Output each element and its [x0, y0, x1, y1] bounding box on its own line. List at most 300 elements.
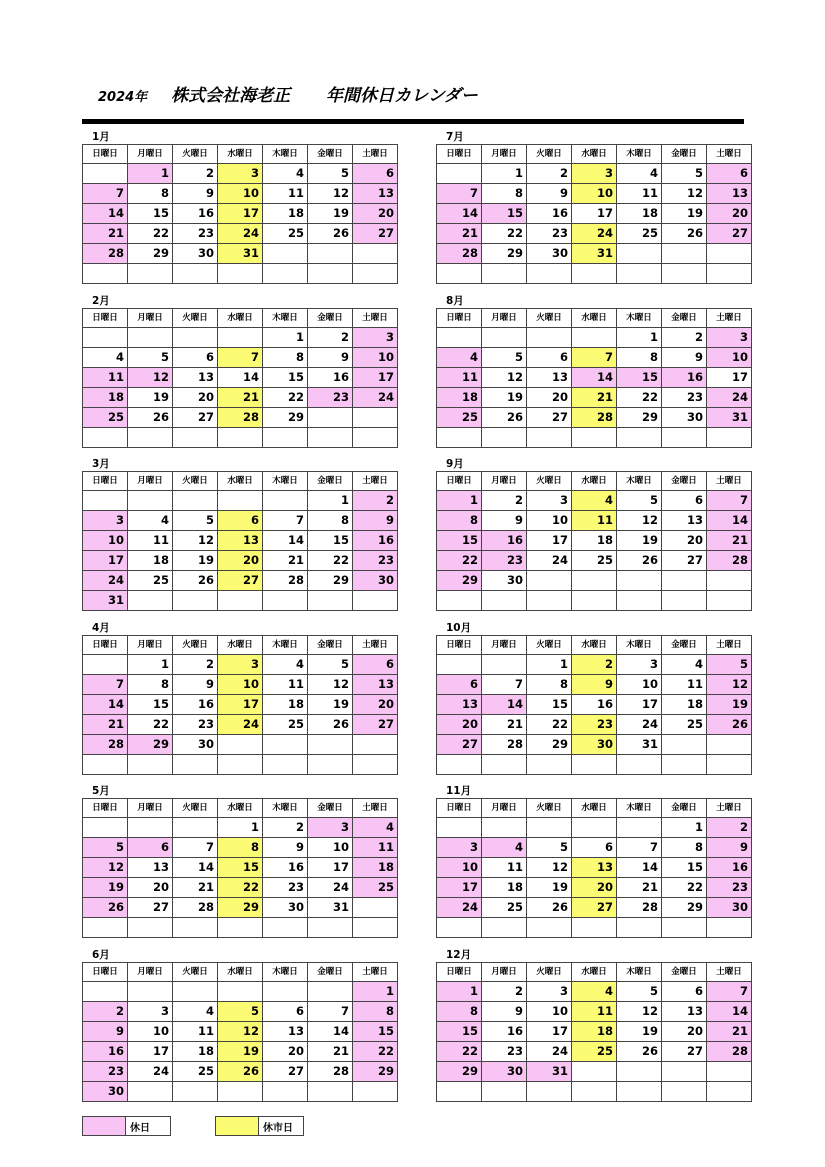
day-cell: 17 — [83, 551, 128, 571]
day-cell: 30 — [482, 571, 527, 591]
day-cell: 11 — [263, 674, 308, 694]
day-cell: 18 — [173, 1041, 218, 1061]
empty-cell — [707, 918, 752, 938]
week-row — [437, 734, 752, 754]
day-cell: 16 — [482, 1021, 527, 1041]
weekday-header: 水曜日 — [218, 308, 263, 327]
empty-cell — [83, 918, 128, 938]
day-cell: 21 — [83, 714, 128, 734]
day-cell: 22 — [353, 1041, 398, 1061]
day-cell: 18 — [263, 694, 308, 714]
week-row — [437, 347, 752, 367]
empty-cell — [572, 754, 617, 774]
empty-cell — [308, 591, 353, 611]
day-cell: 9 — [353, 511, 398, 531]
month-label: 10月 — [446, 621, 472, 634]
weekday-header: 日曜日 — [83, 472, 128, 491]
month-label: 2月 — [92, 294, 110, 307]
empty-cell — [173, 327, 218, 347]
weekday-header: 日曜日 — [437, 799, 482, 818]
day-cell: 13 — [218, 531, 263, 551]
empty-cell — [707, 264, 752, 284]
legend-holiday-swatch — [83, 1117, 126, 1135]
empty-cell — [173, 818, 218, 838]
day-cell: 3 — [353, 327, 398, 347]
day-cell: 2 — [527, 164, 572, 184]
day-cell: 10 — [218, 674, 263, 694]
day-cell: 24 — [617, 714, 662, 734]
day-cell: 18 — [263, 204, 308, 224]
day-cell: 3 — [218, 164, 263, 184]
empty-cell — [527, 264, 572, 284]
weekday-header: 月曜日 — [482, 635, 527, 654]
week-row — [437, 1021, 752, 1041]
day-cell: 2 — [308, 327, 353, 347]
empty-cell — [128, 264, 173, 284]
weekday-header-row — [437, 472, 752, 491]
day-cell: 31 — [707, 407, 752, 427]
week-row — [83, 1041, 398, 1061]
empty-cell — [83, 818, 128, 838]
day-cell: 6 — [662, 981, 707, 1001]
day-cell: 14 — [263, 531, 308, 551]
empty-cell — [218, 327, 263, 347]
weekday-header-row — [83, 308, 398, 327]
month-label: 3月 — [92, 458, 110, 470]
empty-cell — [218, 918, 263, 938]
day-cell: 7 — [308, 1001, 353, 1021]
month-table — [436, 635, 752, 775]
week-row — [437, 164, 752, 184]
week-row — [83, 714, 398, 734]
day-cell: 17 — [572, 204, 617, 224]
day-cell: 11 — [437, 367, 482, 387]
empty-cell — [308, 754, 353, 774]
empty-cell — [662, 918, 707, 938]
weekday-header: 月曜日 — [128, 472, 173, 491]
day-cell: 24 — [707, 387, 752, 407]
empty-cell — [527, 571, 572, 591]
empty-cell — [527, 1081, 572, 1101]
day-cell: 21 — [707, 1021, 752, 1041]
empty-cell — [482, 754, 527, 774]
day-cell: 9 — [83, 1021, 128, 1041]
day-cell: 21 — [263, 551, 308, 571]
day-cell: 10 — [572, 184, 617, 204]
day-cell: 27 — [572, 898, 617, 918]
day-cell: 22 — [482, 224, 527, 244]
day-cell: 29 — [617, 407, 662, 427]
day-cell: 28 — [83, 734, 128, 754]
empty-cell — [617, 427, 662, 447]
empty-cell — [353, 591, 398, 611]
empty-cell — [707, 427, 752, 447]
day-cell: 2 — [353, 491, 398, 511]
weekday-header: 木曜日 — [263, 635, 308, 654]
day-cell: 1 — [218, 818, 263, 838]
weekday-header: 木曜日 — [263, 145, 308, 164]
day-cell: 3 — [527, 491, 572, 511]
legend-market-closed — [215, 1116, 304, 1136]
week-row — [437, 1001, 752, 1021]
day-cell: 16 — [308, 367, 353, 387]
weekday-header: 金曜日 — [662, 635, 707, 654]
week-row — [83, 674, 398, 694]
day-cell: 25 — [482, 898, 527, 918]
week-row — [83, 898, 398, 918]
weekday-header: 水曜日 — [572, 145, 617, 164]
day-cell: 31 — [218, 244, 263, 264]
day-cell: 2 — [173, 654, 218, 674]
day-cell: 10 — [128, 1021, 173, 1041]
day-cell: 25 — [263, 714, 308, 734]
month-table — [436, 308, 752, 448]
weekday-header: 土曜日 — [353, 308, 398, 327]
day-cell: 12 — [308, 674, 353, 694]
empty-cell — [128, 327, 173, 347]
day-cell: 13 — [353, 184, 398, 204]
day-cell: 6 — [218, 511, 263, 531]
week-row — [437, 1061, 752, 1081]
week-row — [437, 918, 752, 938]
empty-cell — [308, 407, 353, 427]
day-cell: 26 — [527, 898, 572, 918]
day-cell: 24 — [83, 571, 128, 591]
day-cell: 20 — [662, 531, 707, 551]
day-cell: 17 — [707, 367, 752, 387]
day-cell: 17 — [527, 1021, 572, 1041]
empty-cell — [707, 571, 752, 591]
empty-cell — [527, 591, 572, 611]
empty-cell — [617, 1081, 662, 1101]
day-cell: 9 — [263, 838, 308, 858]
day-cell: 27 — [263, 1061, 308, 1081]
empty-cell — [263, 734, 308, 754]
day-cell: 17 — [218, 204, 263, 224]
empty-cell — [83, 164, 128, 184]
weekday-header: 木曜日 — [263, 472, 308, 491]
empty-cell — [173, 981, 218, 1001]
day-cell: 27 — [353, 714, 398, 734]
day-cell: 20 — [263, 1041, 308, 1061]
month-table — [82, 635, 398, 775]
month-table — [82, 308, 398, 448]
empty-cell — [218, 591, 263, 611]
empty-cell — [218, 754, 263, 774]
day-cell: 29 — [128, 734, 173, 754]
day-cell: 7 — [707, 491, 752, 511]
day-cell: 27 — [527, 407, 572, 427]
day-cell: 23 — [707, 878, 752, 898]
day-cell: 30 — [83, 1081, 128, 1101]
month-label: 12月 — [446, 948, 472, 961]
day-cell: 25 — [353, 878, 398, 898]
day-cell: 5 — [128, 347, 173, 367]
day-cell: 8 — [128, 674, 173, 694]
empty-cell — [263, 591, 308, 611]
day-cell: 1 — [263, 327, 308, 347]
day-cell: 18 — [353, 858, 398, 878]
day-cell: 31 — [527, 1061, 572, 1081]
day-cell: 6 — [353, 654, 398, 674]
weekday-header: 水曜日 — [218, 962, 263, 981]
day-cell: 21 — [308, 1041, 353, 1061]
day-cell: 10 — [308, 838, 353, 858]
day-cell: 15 — [128, 694, 173, 714]
day-cell: 21 — [617, 878, 662, 898]
month-calendar — [436, 457, 748, 611]
empty-cell — [482, 918, 527, 938]
day-cell: 15 — [218, 858, 263, 878]
day-cell: 5 — [482, 347, 527, 367]
legend-market-closed-label: 休市日 — [263, 1122, 293, 1134]
month-calendar — [82, 784, 394, 938]
day-cell: 7 — [83, 184, 128, 204]
empty-cell — [263, 981, 308, 1001]
weekday-header: 木曜日 — [617, 799, 662, 818]
day-cell: 2 — [572, 654, 617, 674]
week-row — [83, 264, 398, 284]
day-cell: 10 — [527, 511, 572, 531]
weekday-header: 土曜日 — [353, 799, 398, 818]
day-cell: 1 — [128, 654, 173, 674]
month-calendar — [436, 621, 748, 775]
day-cell: 6 — [572, 838, 617, 858]
empty-cell — [218, 491, 263, 511]
week-row — [83, 531, 398, 551]
day-cell: 14 — [83, 204, 128, 224]
day-cell: 19 — [527, 878, 572, 898]
day-cell: 29 — [128, 244, 173, 264]
week-row — [437, 878, 752, 898]
day-cell: 23 — [173, 224, 218, 244]
weekday-header: 火曜日 — [527, 145, 572, 164]
day-cell: 11 — [128, 531, 173, 551]
weekday-header: 木曜日 — [617, 145, 662, 164]
day-cell: 16 — [482, 531, 527, 551]
week-row — [83, 981, 398, 1001]
empty-cell — [308, 244, 353, 264]
week-row — [437, 981, 752, 1001]
day-cell: 28 — [572, 407, 617, 427]
day-cell: 16 — [173, 694, 218, 714]
week-row — [437, 551, 752, 571]
day-cell: 29 — [353, 1061, 398, 1081]
weekday-header: 水曜日 — [572, 799, 617, 818]
day-cell: 25 — [437, 407, 482, 427]
day-cell: 9 — [173, 184, 218, 204]
day-cell: 23 — [482, 551, 527, 571]
week-row — [83, 184, 398, 204]
day-cell: 13 — [662, 1001, 707, 1021]
day-cell: 11 — [353, 838, 398, 858]
day-cell: 3 — [128, 1001, 173, 1021]
day-cell: 3 — [572, 164, 617, 184]
week-row — [83, 818, 398, 838]
day-cell: 13 — [707, 184, 752, 204]
day-cell: 8 — [662, 838, 707, 858]
day-cell: 2 — [173, 164, 218, 184]
day-cell: 22 — [662, 878, 707, 898]
day-cell: 19 — [308, 204, 353, 224]
day-cell: 9 — [572, 674, 617, 694]
week-row — [83, 244, 398, 264]
day-cell: 9 — [482, 1001, 527, 1021]
weekday-header: 月曜日 — [128, 635, 173, 654]
day-cell: 4 — [662, 654, 707, 674]
title-rule — [82, 119, 744, 124]
day-cell: 27 — [128, 898, 173, 918]
empty-cell — [263, 1081, 308, 1101]
day-cell: 25 — [572, 551, 617, 571]
day-cell: 28 — [617, 898, 662, 918]
weekday-header-row — [437, 635, 752, 654]
day-cell: 7 — [617, 838, 662, 858]
day-cell: 28 — [83, 244, 128, 264]
day-cell: 22 — [128, 714, 173, 734]
week-row — [83, 858, 398, 878]
month-calendar — [82, 130, 394, 284]
day-cell: 6 — [353, 164, 398, 184]
day-cell: 20 — [173, 387, 218, 407]
empty-cell — [173, 1081, 218, 1101]
day-cell: 10 — [707, 347, 752, 367]
month-table — [82, 471, 398, 611]
month-calendar — [82, 294, 394, 448]
day-cell: 23 — [527, 224, 572, 244]
weekday-header-row — [437, 308, 752, 327]
empty-cell — [572, 1081, 617, 1101]
empty-cell — [263, 427, 308, 447]
day-cell: 29 — [263, 407, 308, 427]
day-cell: 22 — [308, 551, 353, 571]
day-cell: 11 — [263, 184, 308, 204]
day-cell: 25 — [572, 1041, 617, 1061]
day-cell: 19 — [617, 531, 662, 551]
day-cell: 30 — [173, 734, 218, 754]
weekday-header: 日曜日 — [437, 472, 482, 491]
empty-cell — [707, 754, 752, 774]
empty-cell — [128, 918, 173, 938]
empty-cell — [572, 327, 617, 347]
month-calendar — [436, 130, 748, 284]
weekday-header-row — [83, 145, 398, 164]
empty-cell — [173, 264, 218, 284]
day-cell: 31 — [308, 898, 353, 918]
day-cell: 8 — [218, 838, 263, 858]
weekday-header-row — [83, 962, 398, 981]
empty-cell — [83, 491, 128, 511]
weekday-header: 土曜日 — [707, 308, 752, 327]
day-cell: 21 — [83, 224, 128, 244]
weekday-header: 火曜日 — [173, 472, 218, 491]
day-cell: 15 — [353, 1021, 398, 1041]
month-label: 4月 — [92, 621, 110, 634]
empty-cell — [662, 1081, 707, 1101]
day-cell: 23 — [662, 387, 707, 407]
day-cell: 5 — [83, 838, 128, 858]
weekday-header: 火曜日 — [173, 308, 218, 327]
day-cell: 24 — [527, 551, 572, 571]
day-cell: 10 — [83, 531, 128, 551]
day-cell: 4 — [83, 347, 128, 367]
day-cell: 14 — [308, 1021, 353, 1041]
empty-cell — [707, 244, 752, 264]
week-row — [83, 571, 398, 591]
empty-cell — [173, 591, 218, 611]
day-cell: 18 — [482, 878, 527, 898]
week-row — [437, 714, 752, 734]
week-row — [83, 878, 398, 898]
day-cell: 24 — [218, 224, 263, 244]
empty-cell — [173, 918, 218, 938]
month-calendar — [82, 457, 394, 611]
day-cell: 1 — [617, 327, 662, 347]
week-row — [437, 184, 752, 204]
day-cell: 26 — [662, 224, 707, 244]
day-cell: 12 — [707, 674, 752, 694]
day-cell: 1 — [662, 818, 707, 838]
day-cell: 18 — [662, 694, 707, 714]
day-cell: 11 — [572, 511, 617, 531]
day-cell: 8 — [617, 347, 662, 367]
day-cell: 23 — [572, 714, 617, 734]
day-cell: 10 — [218, 184, 263, 204]
day-cell: 26 — [707, 714, 752, 734]
day-cell: 25 — [617, 224, 662, 244]
day-cell: 29 — [482, 244, 527, 264]
empty-cell — [437, 754, 482, 774]
day-cell: 23 — [308, 387, 353, 407]
empty-cell — [617, 591, 662, 611]
day-cell: 16 — [527, 204, 572, 224]
empty-cell — [662, 1061, 707, 1081]
day-cell: 27 — [662, 551, 707, 571]
week-row — [437, 654, 752, 674]
weekday-header: 火曜日 — [173, 145, 218, 164]
weekday-header: 月曜日 — [128, 799, 173, 818]
day-cell: 30 — [707, 898, 752, 918]
day-cell: 4 — [617, 164, 662, 184]
day-cell: 30 — [353, 571, 398, 591]
day-cell: 30 — [572, 734, 617, 754]
empty-cell — [482, 264, 527, 284]
day-cell: 13 — [662, 511, 707, 531]
day-cell: 9 — [308, 347, 353, 367]
weekday-header: 金曜日 — [308, 799, 353, 818]
weekday-header-row — [437, 145, 752, 164]
legend-holiday-label: 休日 — [130, 1122, 150, 1134]
weekday-header: 火曜日 — [173, 799, 218, 818]
day-cell: 2 — [482, 491, 527, 511]
day-cell: 3 — [527, 981, 572, 1001]
company-name: 株式会社海老正 — [171, 86, 291, 106]
day-cell: 26 — [482, 407, 527, 427]
day-cell: 28 — [173, 898, 218, 918]
empty-cell — [218, 427, 263, 447]
day-cell: 13 — [353, 674, 398, 694]
month-table — [82, 798, 398, 938]
weekday-header: 火曜日 — [527, 308, 572, 327]
empty-cell — [83, 327, 128, 347]
day-cell: 16 — [263, 858, 308, 878]
week-row — [83, 347, 398, 367]
day-cell: 1 — [353, 981, 398, 1001]
day-cell: 30 — [263, 898, 308, 918]
empty-cell — [662, 427, 707, 447]
day-cell: 24 — [437, 898, 482, 918]
empty-cell — [482, 654, 527, 674]
